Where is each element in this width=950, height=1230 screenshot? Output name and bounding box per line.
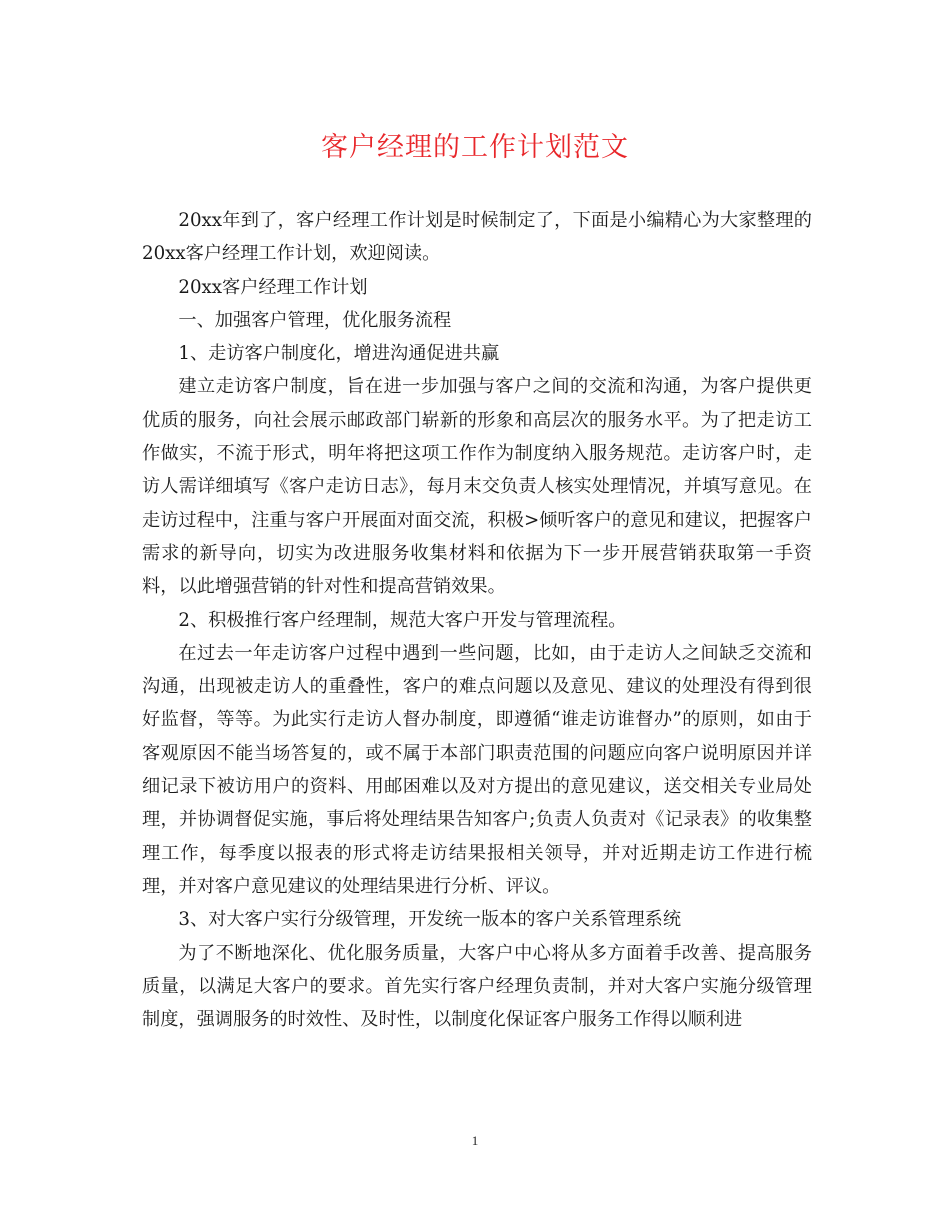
subsection-heading-3: 3、对大客户实行分级管理，开发统一版本的客户关系管理系统 bbox=[178, 909, 682, 931]
body-paragraph-3: 为了不断地深化、优化服务质量，大客户中心将从多方面着手改善、提高服务质量，以满足大客户的要求。首先实行客户经理负责制，并对大客户实施分级管理制度，强调服务的时效性、及时性，以制度化保证客户服务工作得以顺利进 bbox=[142, 942, 812, 1031]
document-body bbox=[142, 204, 812, 1036]
subsection-heading-1: 1、走访客户制度化，增进沟通促进共赢 bbox=[178, 343, 500, 365]
plan-heading: 20xx客户经理工作计划 bbox=[178, 276, 368, 298]
document-title: 客户经理的工作计划范文 bbox=[321, 132, 629, 163]
page-number: 1 bbox=[471, 1133, 479, 1148]
subsection-heading-2: 2、积极推行客户经理制，规范大客户开发与管理流程。 bbox=[178, 609, 627, 631]
body-paragraph-2: 在过去一年走访客户过程中遇到一些问题，比如，由于走访人之间缺乏交流和沟通，出现被走访人的重叠性，客户的难点问题以及意见、建议的处理没有得到很好监督，等等。为此实行走访人督办制度，即遵循“谁走访谁督办”的原则，如由于客观原因不能当场答复的，或不属于本部门职责范围的问题应向客户说明原因并详细记录下被访用户的资料、用邮困难以及对方提出的意见建议，送交相关专业局处理，并协调督促实施，事后将处理结果告知客户;负责人负责对《记录表》的收集整理工作，每季度以报表的形式将走访结果报相关领导，并对近期走访工作进行梳理，并对客户意见建议的处理结果进行分析、评议。 bbox=[142, 642, 812, 897]
intro-paragraph: 20xx年到了，客户经理工作计划是时候制定了，下面是小编精心为大家整理的20xx客户经理工作计划，欢迎阅读。 bbox=[142, 210, 812, 265]
body-paragraph-1: 建立走访客户制度，旨在进一步加强与客户之间的交流和沟通，为客户提供更优质的服务，向社会展示邮政部门崭新的形象和高层次的服务水平。为了把走访工作做实，不流于形式，明年将把这项工作作为制度纳入服务规范。走访客户时，走访人需详细填写《客户走访日志》，每月末交负责人核实处理情况，并填写意见。在走访过程中，注重与客户开展面对面交流，积极>倾听客户的意见和建议，把握客户需求的新导向，切实为改进服务收集材料和依据为下一步开展营销获取第一手资料，以此增强营销的针对性和提高营销效果。 bbox=[142, 376, 812, 598]
section-heading-1: 一、加强客户管理，优化服务流程 bbox=[178, 309, 452, 331]
